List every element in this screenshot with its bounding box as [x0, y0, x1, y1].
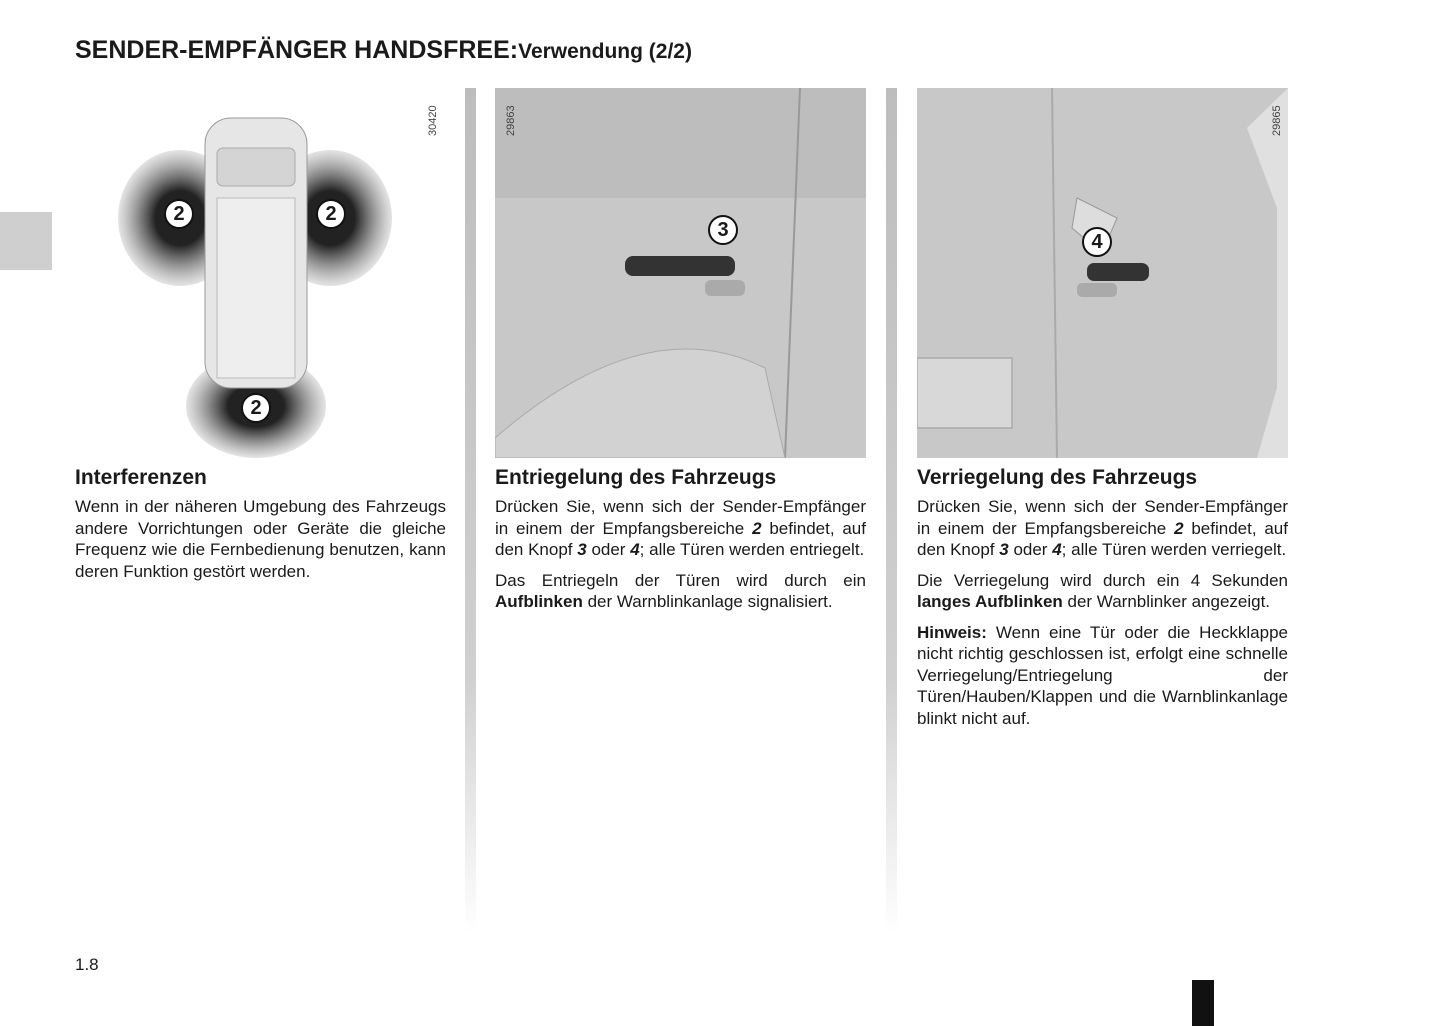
section-tab: [0, 212, 52, 270]
text: befindet, auf den Knopf: [917, 518, 1288, 559]
note-label: Hinweis:: [917, 622, 987, 642]
text: befindet, auf den Knopf: [495, 518, 866, 559]
paragraph: [495, 496, 866, 561]
page-number: 1.8: [75, 955, 99, 974]
image-ref-number: 30420: [427, 105, 439, 136]
text: der Warnblinkanlage signalisiert.: [582, 592, 833, 611]
paragraph: [495, 570, 866, 613]
column-verriegelung: [917, 88, 1288, 738]
door-handle-icon: [495, 88, 866, 458]
text: Die Verriegelung wird durch ein 4 Sekunden: [917, 570, 1288, 590]
column-divider: [886, 88, 897, 933]
rear-door-icon: [917, 88, 1288, 458]
door-handle-rear-illustration: [917, 88, 1288, 458]
van-range-illustration: [75, 88, 446, 458]
callout-2-rear: 2: [241, 393, 271, 423]
bold-text: langes Aufblinken: [917, 592, 1063, 611]
text: oder: [1008, 540, 1053, 559]
section-heading: Verriegelung des Fahrzeugs: [917, 466, 1198, 489]
text: Das Entriegeln der Türen wird durch ein: [495, 570, 866, 590]
image-ref-number: 29863: [505, 105, 517, 136]
text: Drücken Sie, wenn sich der Sender-Empfänger in einem der Empfangsbereiche: [495, 497, 866, 538]
ref: 3: [999, 540, 1009, 559]
text: der Warnblinker angezeigt.: [1062, 592, 1271, 611]
ref: 3: [577, 540, 587, 559]
door-handle-front-illustration: [495, 88, 866, 458]
thumb-index-mark: [1192, 980, 1214, 1026]
text: oder: [586, 540, 631, 559]
column-interferenzen: [75, 88, 446, 591]
ref: 4: [630, 540, 640, 559]
column-entriegelung: [495, 88, 866, 622]
callout-4: 4: [1082, 227, 1112, 257]
ref: 2: [752, 518, 762, 538]
section-heading: Entriegelung des Fahrzeugs: [495, 466, 777, 489]
paragraph: [917, 496, 1288, 561]
text: ; alle Türen werden entriegelt.: [639, 540, 865, 559]
paragraph: Wenn in der näheren Umgebung des Fahrzeugs andere Vorrichtungen oder Geräte die gleiche Frequenz wie die Fernbedienung benutzen, kann deren Funktion gestört werden.: [75, 497, 446, 581]
ref: 2: [1174, 518, 1184, 538]
callout-2-right: 2: [316, 199, 346, 229]
ref: 4: [1052, 540, 1062, 559]
note-paragraph: [917, 622, 1288, 730]
section-heading: Interferenzen: [75, 466, 207, 489]
column-divider: [465, 88, 476, 933]
page-title: [75, 36, 692, 65]
title-main: SENDER-EMPFÄNGER HANDSFREE:: [75, 36, 519, 64]
text: Drücken Sie, wenn sich der Sender-Empfänger in einem der Empfangsbereiche: [917, 497, 1288, 538]
image-ref-number: 29865: [1271, 105, 1283, 136]
title-sub: Verwendung (2/2): [518, 40, 692, 63]
callout-3: 3: [708, 215, 738, 245]
paragraph: [917, 570, 1288, 613]
bold-text: Aufblinken: [495, 592, 583, 611]
callout-2-left: 2: [164, 199, 194, 229]
text: ; alle Türen werden verriegelt.: [1061, 540, 1287, 559]
text: Wenn eine Tür oder die Heckklappe nicht richtig geschlossen ist, erfolgt eine schnelle Verriegelung/Entriegelung der Türen/Hauben/Klappen und die Warnblinkanlage blinkt nicht auf.: [917, 622, 1288, 728]
